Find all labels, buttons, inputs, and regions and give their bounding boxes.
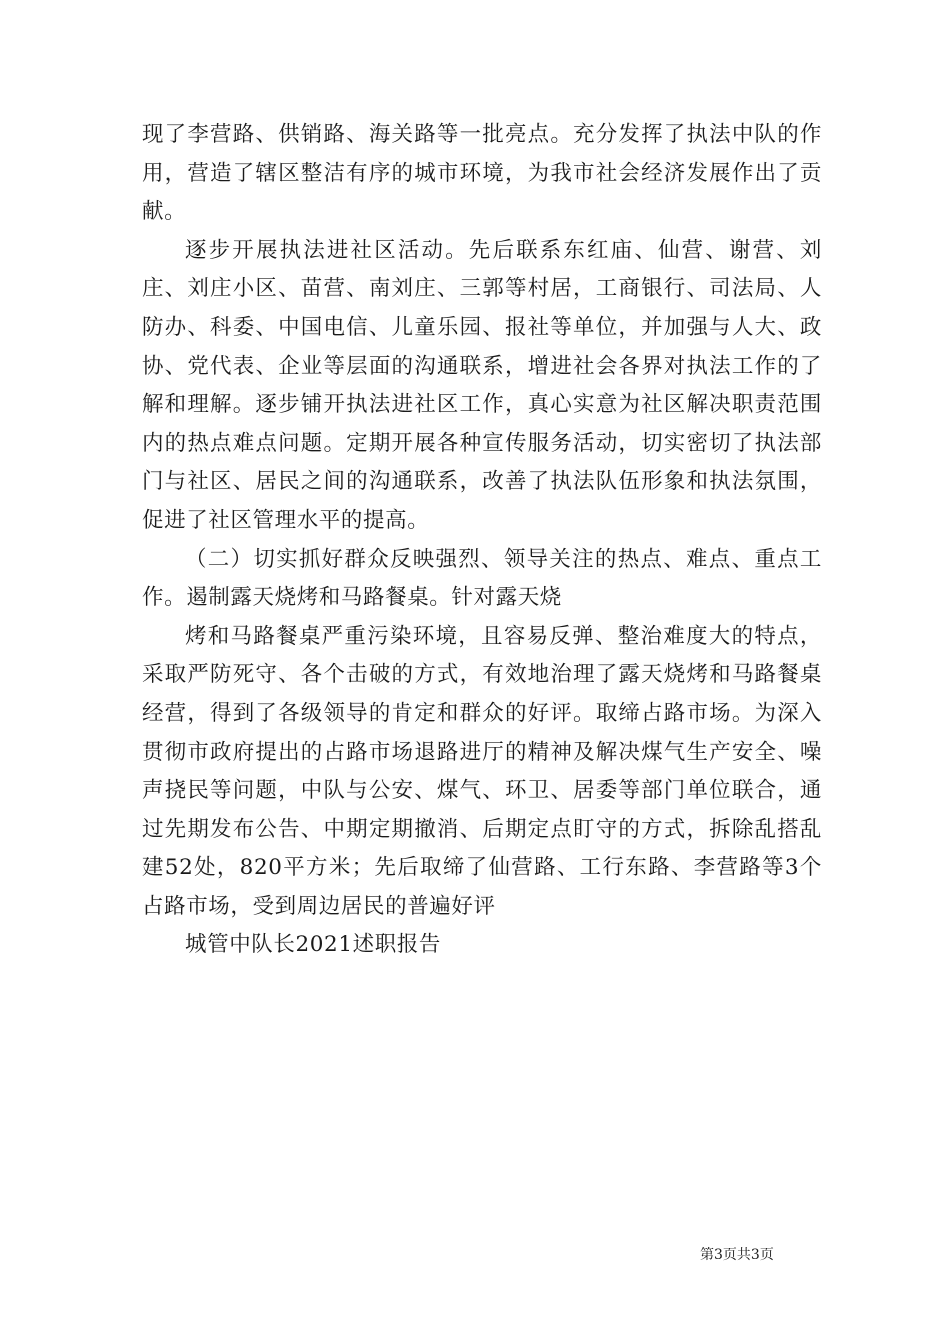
closing-title: 城管中队长2021述职报告 xyxy=(185,932,442,958)
paragraph-2: 逐步开展执法进社区活动。先后联系东红庙、仙营、谢营、刘庄、刘庄小区、苗营、南刘庄、三郭等村居，工商银行、司法局、人防办、科委、中国电信、儿童乐园、报社等单位，并加强与人大、政协、党代表、企业等层面的沟通联系，增进社会各界对执法工作的了解和理解。逐步铺开执法进社区工作，真心实意为社区解决职责范围内的热点难点问题。定期开展各种宣传服务活动，切实密切了执法部门与社区、居民之间的沟通联系，改善了执法队伍形象和执法氛围，促进了社区管理水平的提高。 xyxy=(142,237,822,533)
page-number-footer: 第3页共3页 xyxy=(700,1247,774,1263)
paragraph-3: （二）切实抓好群众反映强烈、领导关注的热点、难点、重点工作。遏制露天烧烤和马路餐桌。针对露天烧 xyxy=(142,546,822,611)
document-body xyxy=(142,116,822,965)
paragraph-1: 现了李营路、供销路、海关路等一批亮点。充分发挥了执法中队的作用，营造了辖区整洁有序的城市环境，为我市社会经济发展作出了贡献。 xyxy=(142,122,822,225)
paragraph-4: 烤和马路餐桌严重污染环境，且容易反弹、整治难度大的特点，采取严防死守、各个击破的方式，有效地治理了露天烧烤和马路餐桌经营，得到了各级领导的肯定和群众的好评。取缔占路市场。为深入贯彻市政府提出的占路市场退路进厅的精神及解决煤气生产安全、噪声挠民等问题，中队与公安、煤气、环卫、居委等部门单位联合，通过先期发布公告、中期定期撤消、后期定点盯守的方式，拆除乱搭乱建52处，820平方米；先后取缔了仙营路、工行东路、李营路等3个占路市场，受到周边居民的普遍好评 xyxy=(142,623,822,919)
